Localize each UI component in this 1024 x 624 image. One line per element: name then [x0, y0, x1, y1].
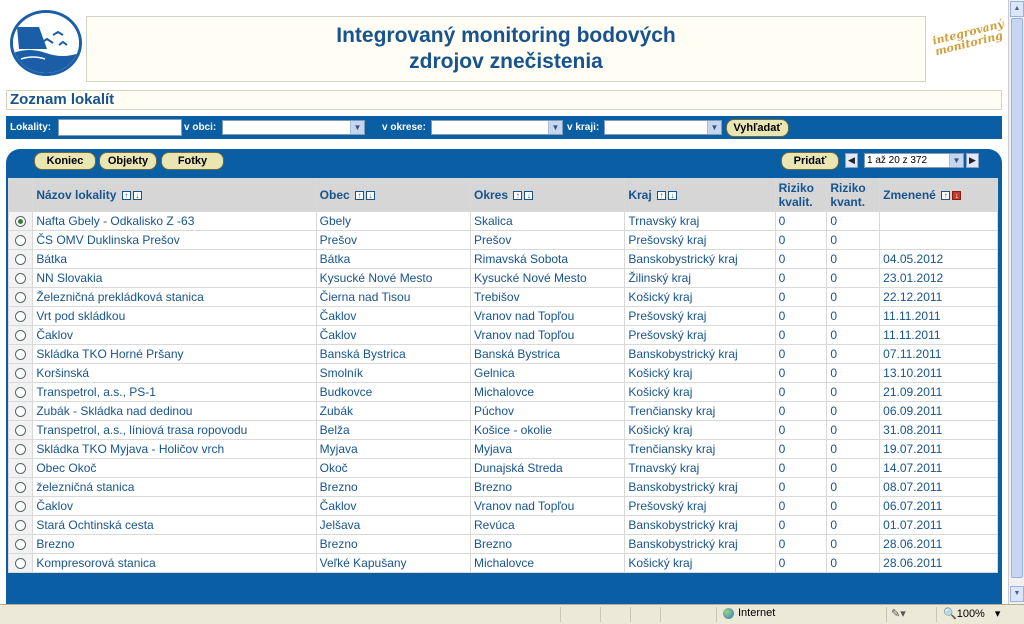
okres-select[interactable]: [431, 120, 563, 135]
kraj-cell: Banskobystrický kraj: [625, 250, 774, 268]
status-cell: [600, 607, 631, 622]
zoom-icon: 🔍: [943, 608, 957, 620]
kraj-cell: Trnavský kraj: [625, 212, 774, 230]
kraj-label: v kraji:: [567, 122, 600, 133]
sort-desc-icon[interactable]: ↓: [133, 191, 142, 200]
kraj-cell: Trnavský kraj: [625, 459, 774, 477]
obec-cell: Prešov: [317, 231, 470, 249]
riziko-kvalit-cell: 0: [776, 478, 827, 496]
table-row[interactable]: [9, 345, 997, 363]
table-row[interactable]: [9, 402, 997, 420]
row-select-cell: [9, 212, 32, 230]
locations-table: [8, 178, 998, 573]
table-row[interactable]: [9, 459, 997, 477]
lokality-input[interactable]: [58, 119, 182, 136]
zmenene-cell: 04.05.2012: [880, 250, 997, 268]
kraj-cell: Košický kraj: [625, 421, 774, 439]
header-zmenene[interactable]: [880, 179, 997, 211]
row-radio[interactable]: [15, 539, 26, 550]
okres-cell: Vranov nad Topľou: [471, 497, 624, 515]
sort-desc-icon[interactable]: ↓: [524, 191, 533, 200]
table-row[interactable]: [9, 212, 997, 230]
riziko-kvant-cell: 0: [827, 535, 879, 553]
obec-cell: Veľké Kapušany: [317, 554, 470, 572]
riziko-kvalit-cell: 0: [776, 345, 827, 363]
row-select-cell: [9, 440, 32, 458]
kraj-cell: Trenčiansky kraj: [625, 402, 774, 420]
riziko-kvalit-cell: 0: [776, 231, 827, 249]
row-select-cell: [9, 535, 32, 553]
nazov-cell[interactable]: železničná stanica: [33, 478, 315, 496]
chevron-down-icon[interactable]: ▼: [350, 121, 364, 134]
okres-cell: Brezno: [471, 535, 624, 553]
riziko-kvalit-cell: 0: [776, 402, 827, 420]
riziko-kvant-cell: 0: [827, 459, 879, 477]
header-obec[interactable]: [317, 179, 470, 211]
row-select-cell: [9, 326, 32, 344]
riziko-kvalit-cell: 0: [776, 288, 827, 306]
okres-cell: Michalovce: [471, 383, 624, 401]
fotky-button[interactable]: Fotky: [161, 152, 224, 170]
table-row[interactable]: [9, 478, 997, 496]
riziko-kvant-cell: 0: [827, 516, 879, 534]
table-body: [9, 212, 997, 572]
sort-asc-icon[interactable]: ↑: [513, 191, 522, 200]
row-select-cell: [9, 231, 32, 249]
nazov-cell[interactable]: Skládka TKO Myjava - Holičov vrch: [33, 440, 315, 458]
zmenene-cell: [880, 231, 997, 249]
kraj-cell: Prešovský kraj: [625, 497, 774, 515]
logo-graphic: [13, 13, 79, 73]
obec-cell: Brezno: [317, 478, 470, 496]
header-nazov[interactable]: [33, 179, 315, 211]
okres-cell: Vranov nad Topľou: [471, 326, 624, 344]
riziko-kvant-cell: 0: [827, 440, 879, 458]
riziko-kvant-cell: 0: [827, 250, 879, 268]
row-select-cell: [9, 402, 32, 420]
zmenene-cell: 13.10.2011: [880, 364, 997, 382]
riziko-kvant-cell: 0: [827, 307, 879, 325]
brand-logo: integrovaný monitoring: [931, 17, 1006, 59]
page-title-line-2: zdrojov znečistenia: [409, 50, 603, 73]
table-row[interactable]: [9, 326, 997, 344]
riziko-kvant-cell: 0: [827, 231, 879, 249]
section-title: Zoznam lokalít: [6, 90, 1002, 110]
table-row[interactable]: [9, 250, 997, 268]
obec-cell: Banská Bystrica: [317, 345, 470, 363]
row-radio[interactable]: [15, 368, 26, 379]
header-label: Riziko kvalit.: [778, 181, 814, 209]
nazov-cell[interactable]: Zubák - Skládka nad dedinou: [33, 402, 315, 420]
table-row[interactable]: [9, 307, 997, 325]
globe-icon: [723, 608, 734, 619]
table-row[interactable]: [9, 440, 997, 458]
okres-cell: Skalica: [471, 212, 624, 230]
nazov-cell[interactable]: Kompresorová stanica: [33, 554, 315, 572]
nazov-cell[interactable]: Obec Okoč: [33, 459, 315, 477]
okres-cell: Vranov nad Topľou: [471, 307, 624, 325]
obec-cell: Brezno: [317, 535, 470, 553]
riziko-kvant-cell: 0: [827, 497, 879, 515]
obec-cell: Zubák: [317, 402, 470, 420]
riziko-kvant-cell: 0: [827, 383, 879, 401]
header-label: Kraj: [628, 188, 652, 202]
riziko-kvalit-cell: 0: [776, 535, 827, 553]
zmenene-cell: 23.01.2012: [880, 269, 997, 287]
zmenene-cell: [880, 212, 997, 230]
riziko-kvant-cell: 0: [827, 326, 879, 344]
zmenene-cell: 11.11.2011: [880, 326, 997, 344]
obec-cell: Kysucké Nové Mesto: [317, 269, 470, 287]
okres-cell: Banská Bystrica: [471, 345, 624, 363]
riziko-kvalit-cell: 0: [776, 307, 827, 325]
koniec-button[interactable]: Koniec: [34, 152, 96, 170]
nazov-cell[interactable]: Brezno: [33, 535, 315, 553]
riziko-kvalit-cell: 0: [776, 421, 827, 439]
next-page-icon[interactable]: ▶: [966, 153, 979, 168]
riziko-kvalit-cell: 0: [776, 326, 827, 344]
status-bar: [0, 604, 1024, 624]
row-radio[interactable]: [15, 273, 26, 284]
okres-cell: Gelnica: [471, 364, 624, 382]
sort-desc-active-icon[interactable]: ↓: [952, 191, 961, 200]
row-radio[interactable]: [15, 235, 26, 246]
site-logo[interactable]: [10, 10, 82, 76]
zmenene-cell: 28.06.2011: [880, 535, 997, 553]
zmenene-cell: 28.06.2011: [880, 554, 997, 572]
zoom-control[interactable]: [936, 607, 1024, 622]
header-riziko-kvalit: [776, 179, 827, 211]
row-radio[interactable]: [15, 254, 26, 265]
header-label: Obec: [319, 188, 350, 202]
zmenene-cell: 19.07.2011: [880, 440, 997, 458]
zmenene-cell: 22.12.2011: [880, 288, 997, 306]
kraj-cell: Košický kraj: [625, 554, 774, 572]
zmenene-cell: 08.07.2011: [880, 478, 997, 496]
tools-icon: ✎▾: [891, 608, 906, 620]
status-cell: [660, 607, 691, 622]
sort-asc-icon[interactable]: ↑: [355, 191, 364, 200]
row-radio[interactable]: [15, 216, 26, 227]
row-select-cell: [9, 516, 32, 534]
okres-cell: Kysucké Nové Mesto: [471, 269, 624, 287]
row-select-cell: [9, 421, 32, 439]
header-label: Riziko kvant.: [830, 181, 866, 209]
nazov-cell[interactable]: ČS OMV Duklinska Prešov: [33, 231, 315, 249]
kraj-cell: Banskobystrický kraj: [625, 478, 774, 496]
zmenene-cell: 01.07.2011: [880, 516, 997, 534]
zmenene-cell: 21.09.2011: [880, 383, 997, 401]
row-radio[interactable]: [15, 558, 26, 569]
nazov-cell[interactable]: Koršinská: [33, 364, 315, 382]
row-select-cell: [9, 459, 32, 477]
search-button[interactable]: Vyhľadať: [726, 119, 789, 137]
riziko-kvalit-cell: 0: [776, 250, 827, 268]
nazov-cell[interactable]: Skládka TKO Horné Pršany: [33, 345, 315, 363]
nazov-cell[interactable]: Transpetrol, a.s., líniová trasa ropovodu: [33, 421, 315, 439]
obec-cell: Budkovce: [317, 383, 470, 401]
riziko-kvalit-cell: 0: [776, 364, 827, 382]
zoom-level: 100%: [956, 608, 985, 620]
kraj-cell: Banskobystrický kraj: [625, 345, 774, 363]
header-label: Názov lokality: [36, 188, 117, 202]
riziko-kvalit-cell: 0: [776, 497, 827, 515]
row-radio[interactable]: [15, 444, 26, 455]
okres-cell: Myjava: [471, 440, 624, 458]
row-radio[interactable]: [15, 501, 26, 512]
zmenene-cell: 07.11.2011: [880, 345, 997, 363]
protected-mode-cell[interactable]: [886, 607, 941, 622]
obec-cell: Bátka: [317, 250, 470, 268]
table-row[interactable]: [9, 421, 997, 439]
header-label: Okres: [474, 188, 509, 202]
okres-cell: Brezno: [471, 478, 624, 496]
okres-cell: Púchov: [471, 402, 624, 420]
okres-label: v okrese:: [382, 122, 426, 133]
riziko-kvalit-cell: 0: [776, 212, 827, 230]
riziko-kvalit-cell: 0: [776, 516, 827, 534]
kraj-cell: Prešovský kraj: [625, 326, 774, 344]
obec-cell: Čierna nad Tisou: [317, 288, 470, 306]
header-riziko-kvant: [827, 179, 879, 211]
kraj-cell: Žilinský kraj: [625, 269, 774, 287]
nazov-cell[interactable]: NN Slovakia: [33, 269, 315, 287]
table-row[interactable]: [9, 364, 997, 382]
sort-desc-icon[interactable]: ↓: [366, 191, 375, 200]
kraj-select[interactable]: [604, 120, 722, 135]
table-container: [6, 174, 1002, 604]
row-select-cell: [9, 383, 32, 401]
riziko-kvalit-cell: 0: [776, 554, 827, 572]
riziko-kvant-cell: 0: [827, 478, 879, 496]
obec-cell: Belža: [317, 421, 470, 439]
row-radio[interactable]: [15, 311, 26, 322]
row-select-cell: [9, 345, 32, 363]
sort-asc-icon[interactable]: ↑: [657, 191, 666, 200]
obec-label: v obci:: [184, 122, 217, 133]
page-title-banner: [86, 16, 926, 82]
sort-asc-icon[interactable]: ↑: [122, 191, 131, 200]
page-select-value: 1 až 20 z 372: [867, 155, 928, 166]
row-select-cell: [9, 364, 32, 382]
okres-cell: Rimavská Sobota: [471, 250, 624, 268]
kraj-cell: Banskobystrický kraj: [625, 535, 774, 553]
okres-cell: Prešov: [471, 231, 624, 249]
row-select-cell: [9, 554, 32, 572]
table-header-row: [9, 179, 997, 211]
table-row[interactable]: [9, 269, 997, 287]
kraj-cell: Košický kraj: [625, 383, 774, 401]
row-radio[interactable]: [15, 425, 26, 436]
pridat-button[interactable]: Pridať: [781, 152, 839, 170]
okres-cell: Košice - okolie: [471, 421, 624, 439]
obec-cell: Okoč: [317, 459, 470, 477]
obec-select[interactable]: [222, 120, 365, 135]
row-select-cell: [9, 497, 32, 515]
table-row[interactable]: [9, 288, 997, 306]
row-radio[interactable]: [15, 330, 26, 341]
riziko-kvant-cell: 0: [827, 364, 879, 382]
status-cell: [630, 607, 661, 622]
row-select-cell: [9, 478, 32, 496]
zone-label: Internet: [738, 607, 776, 619]
zmenene-cell: 06.09.2011: [880, 402, 997, 420]
scroll-up-icon[interactable]: ▲: [1010, 1, 1024, 17]
riziko-kvant-cell: 0: [827, 269, 879, 287]
kraj-cell: Banskobystrický kraj: [625, 516, 774, 534]
nazov-cell[interactable]: Bátka: [33, 250, 315, 268]
okres-cell: Michalovce: [471, 554, 624, 572]
status-cell: [560, 607, 601, 622]
header-label: Zmenené: [883, 188, 936, 202]
vertical-scrollbar[interactable]: [1008, 0, 1024, 604]
zmenene-cell: 31.08.2011: [880, 421, 997, 439]
scroll-down-icon[interactable]: ▼: [1010, 586, 1024, 602]
okres-cell: Trebišov: [471, 288, 624, 306]
riziko-kvalit-cell: 0: [776, 440, 827, 458]
obec-cell: Čaklov: [317, 307, 470, 325]
row-radio[interactable]: [15, 387, 26, 398]
okres-cell: Revúca: [471, 516, 624, 534]
objekty-button[interactable]: Objekty: [99, 152, 157, 170]
toolbar: [6, 149, 1002, 174]
table-row[interactable]: [9, 516, 997, 534]
nazov-cell[interactable]: Vrt pod skládkou: [33, 307, 315, 325]
obec-cell: Čaklov: [317, 326, 470, 344]
table-row[interactable]: [9, 554, 997, 572]
row-select-cell: [9, 250, 32, 268]
page-title-line-1: Integrovaný monitoring bodových: [336, 24, 676, 47]
row-radio[interactable]: [15, 349, 26, 360]
row-radio[interactable]: [15, 406, 26, 417]
chevron-down-icon[interactable]: ▾: [994, 608, 1001, 620]
chevron-down-icon[interactable]: ▼: [707, 121, 721, 134]
obec-cell: Myjava: [317, 440, 470, 458]
prev-page-icon[interactable]: ◀: [845, 153, 858, 168]
nazov-cell[interactable]: Čaklov: [33, 497, 315, 515]
row-select-cell: [9, 288, 32, 306]
nazov-cell[interactable]: Transpetrol, a.s., PS-1: [33, 383, 315, 401]
riziko-kvalit-cell: 0: [776, 269, 827, 287]
zmenene-cell: 14.07.2011: [880, 459, 997, 477]
sort-asc-icon[interactable]: ↑: [941, 191, 950, 200]
page-select[interactable]: [864, 153, 964, 168]
row-radio[interactable]: [15, 463, 26, 474]
kraj-cell: Trenčiansky kraj: [625, 440, 774, 458]
okres-cell: Dunajská Streda: [471, 459, 624, 477]
kraj-cell: Prešovský kraj: [625, 231, 774, 249]
row-radio[interactable]: [15, 292, 26, 303]
search-bar: [6, 116, 1002, 139]
table-row[interactable]: [9, 497, 997, 515]
nazov-cell[interactable]: Železničná prekládková stanica: [33, 288, 315, 306]
zmenene-cell: 06.07.2011: [880, 497, 997, 515]
obec-cell: Gbely: [317, 212, 470, 230]
riziko-kvant-cell: 0: [827, 288, 879, 306]
obec-cell: Smolník: [317, 364, 470, 382]
chevron-down-icon[interactable]: ▼: [548, 121, 562, 134]
header-okres[interactable]: [471, 179, 624, 211]
nazov-cell[interactable]: Čaklov: [33, 326, 315, 344]
riziko-kvant-cell: 0: [827, 421, 879, 439]
row-radio[interactable]: [15, 520, 26, 531]
kraj-cell: Prešovský kraj: [625, 307, 774, 325]
chevron-down-icon[interactable]: ▼: [949, 154, 963, 167]
riziko-kvant-cell: 0: [827, 345, 879, 363]
scrollbar-thumb[interactable]: [1011, 18, 1023, 578]
table-row[interactable]: [9, 231, 997, 249]
riziko-kvant-cell: 0: [827, 554, 879, 572]
zmenene-cell: 11.11.2011: [880, 307, 997, 325]
kraj-cell: Košický kraj: [625, 364, 774, 382]
riziko-kvant-cell: 0: [827, 212, 879, 230]
riziko-kvant-cell: 0: [827, 402, 879, 420]
riziko-kvalit-cell: 0: [776, 383, 827, 401]
header-select: [9, 179, 32, 211]
riziko-kvalit-cell: 0: [776, 459, 827, 477]
nazov-cell[interactable]: Nafta Gbely - Odkalisko Z -63: [33, 212, 315, 230]
obec-cell: Jelšava: [317, 516, 470, 534]
security-zone: [716, 607, 893, 622]
row-radio[interactable]: [15, 482, 26, 493]
row-select-cell: [9, 307, 32, 325]
header-kraj[interactable]: [625, 179, 774, 211]
lokality-label: Lokality:: [10, 122, 52, 133]
nazov-cell[interactable]: Stará Ochtinská cesta: [33, 516, 315, 534]
sort-desc-icon[interactable]: ↓: [668, 191, 677, 200]
table-row[interactable]: [9, 383, 997, 401]
row-select-cell: [9, 269, 32, 287]
kraj-cell: Košický kraj: [625, 288, 774, 306]
obec-cell: Čaklov: [317, 497, 470, 515]
table-row[interactable]: [9, 535, 997, 553]
